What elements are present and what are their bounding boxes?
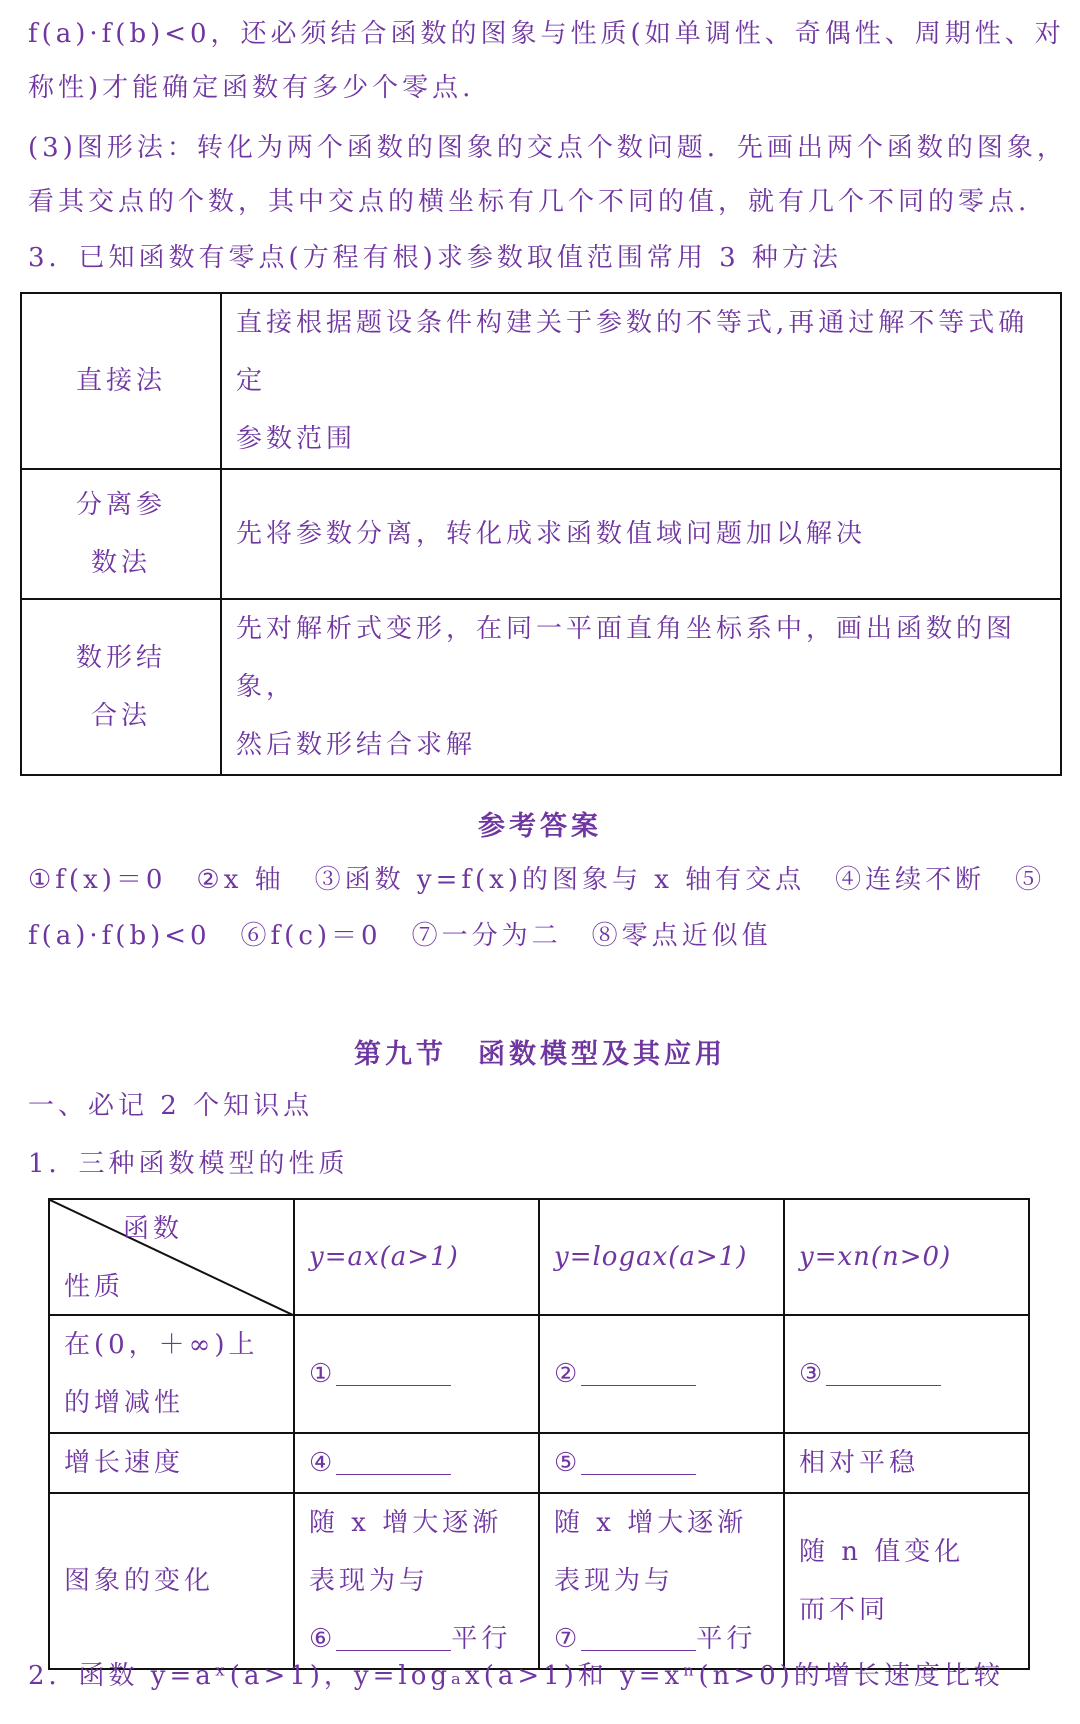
answers-title: 参考答案: [478, 811, 602, 842]
answer-blank: [581, 1446, 696, 1475]
graph-cell: 随 n 值变化 而不同: [784, 1493, 1029, 1669]
blank-cell: ④: [294, 1433, 539, 1493]
answers-line-2: f(a)·f(b)<0 ⑥f(c)＝0 ⑦一分为二 ⑧零点近似值: [28, 921, 772, 951]
answer-blank: [336, 1622, 451, 1651]
intro-line-3: (3)图形法：转化为两个函数的图象的交点个数问题．先画出两个函数的图象，: [28, 133, 1067, 163]
corner-bottom-label: 性质: [64, 1272, 125, 1302]
method-name: 直接法: [21, 293, 221, 469]
method-desc: 直接根据题设条件构建关于参数的不等式,再通过解不等式确定 参数范围: [221, 293, 1061, 469]
methods-row: [21, 469, 1061, 599]
static-cell: 相对平稳: [784, 1433, 1029, 1493]
row-label: 图象的变化: [49, 1493, 294, 1669]
graph-cell: 随 x 增大逐渐 表现为与 ⑥ 平行: [294, 1493, 539, 1669]
method-name: 分离参 数法: [21, 469, 221, 599]
blank-cell: ⑤: [539, 1433, 784, 1493]
section-sub-2: 1．三种函数模型的性质: [28, 1149, 349, 1179]
answer-blank: [336, 1357, 451, 1386]
corner-top-label: 函数: [122, 1214, 183, 1244]
model-row-graph: [49, 1493, 1029, 1669]
methods-row: [21, 293, 1061, 469]
header-exp: y=ax(a>1): [294, 1199, 539, 1315]
footer-line: 2．函数 y=aˣ(a>1)，y=logₐx(a>1)和 y=xⁿ(n>0)的增长速度比较: [28, 1661, 1004, 1691]
answer-blank: [336, 1446, 451, 1475]
model-row-monotonic: [49, 1315, 1029, 1433]
blank-cell: ①: [294, 1315, 539, 1433]
answer-blank: [581, 1357, 696, 1386]
method-name: 数形结 合法: [21, 599, 221, 775]
section-title: 第九节 函数模型及其应用: [354, 1039, 726, 1070]
model-row-growth: [49, 1433, 1029, 1493]
answer-blank: [826, 1357, 941, 1386]
row-label: 增长速度: [49, 1433, 294, 1493]
corner-cell: [49, 1199, 294, 1315]
model-table: [48, 1198, 1030, 1670]
methods-row: [21, 599, 1061, 775]
intro-line-1: f(a)·f(b)<0，还必须结合函数的图象与性质(如单调性、奇偶性、周期性、对: [28, 19, 1065, 49]
answers-line-1: ①f(x)＝0 ②x 轴 ③函数 y=f(x)的图象与 x 轴有交点 ④连续不断 ⑤: [28, 865, 1046, 895]
header-log: y=logax(a>1): [539, 1199, 784, 1315]
blank-cell: ③: [784, 1315, 1029, 1433]
row-label: 在(0，＋∞)上 的增减性: [49, 1315, 294, 1433]
intro-line-4: 看其交点的个数，其中交点的横坐标有几个不同的值，就有几个不同的零点.: [28, 187, 1031, 217]
intro-line-5: 3．已知函数有零点(方程有根)求参数取值范围常用 3 种方法: [28, 243, 842, 273]
answer-blank: [581, 1622, 696, 1651]
method-desc: 先将参数分离，转化成求函数值域问题加以解决: [221, 469, 1061, 599]
model-header-row: [49, 1199, 1029, 1315]
header-power: y=xn(n>0): [784, 1199, 1029, 1315]
method-desc: 先对解析式变形，在同一平面直角坐标系中，画出函数的图象， 然后数形结合求解: [221, 599, 1061, 775]
section-sub-1: 一、必记 2 个知识点: [28, 1091, 314, 1121]
blank-cell: ②: [539, 1315, 784, 1433]
intro-line-2: 称性)才能确定函数有多少个零点.: [28, 73, 475, 103]
graph-cell: 随 x 增大逐渐 表现为与 ⑦ 平行: [539, 1493, 784, 1669]
methods-table: [20, 292, 1062, 776]
